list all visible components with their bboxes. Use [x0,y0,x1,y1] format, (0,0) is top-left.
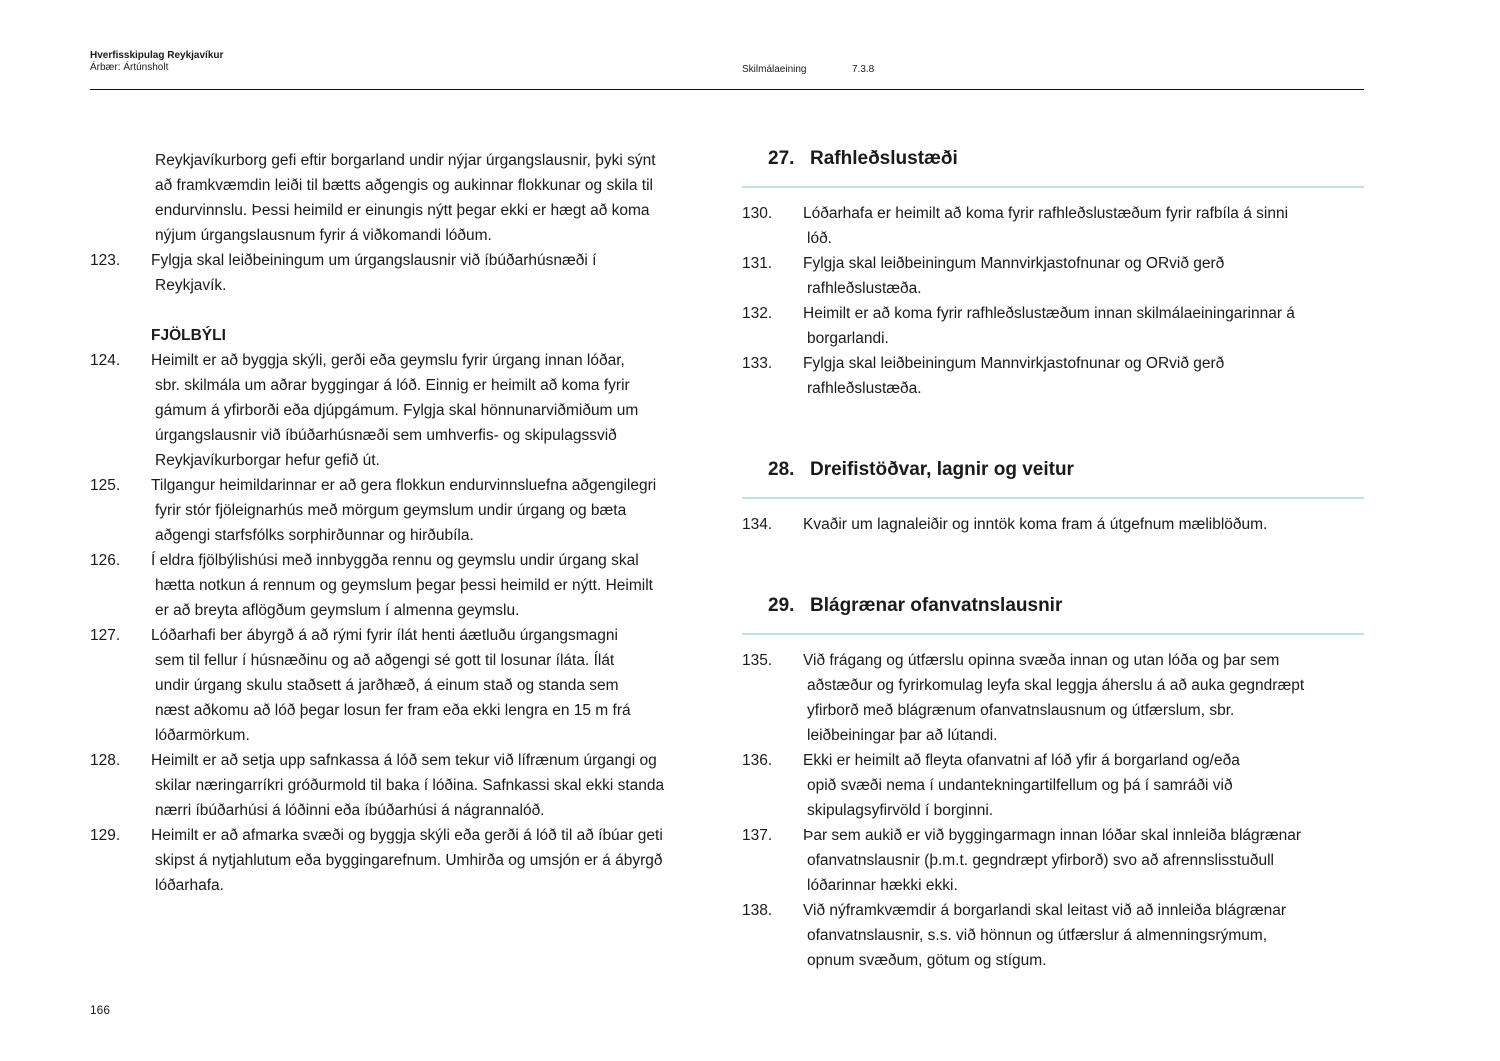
item-number: 130. [742,205,773,222]
item-number: 129. [90,827,121,844]
list-item [742,648,1364,748]
section-heading [742,140,1364,178]
section-label: Skilmálaeining [742,64,807,75]
right-column [742,140,1364,973]
text-line: lóð. [807,230,832,247]
text-line: nýjum úrgangslausnum fyrir á viðkomandi lóðum. [155,227,492,244]
list-item [742,823,1364,898]
text-line: sbr. skilmála um aðrar byggingar á lóð. Einnig er heimilt að koma fyrir [155,377,630,394]
text-line: aðstæður og fyrirkomulag leyfa skal leggja áherslu á að auka gegndræpt [807,677,1305,694]
text-line: rafhleðslustæða. [807,380,922,397]
text-line: Heimilt er að byggja skýli, gerði eða geymslu fyrir úrgang innan lóðar, [151,352,625,369]
section-number: 7.3.8 [852,64,875,75]
section-heading-title: Dreifistöðvar, lagnir og veitur [810,459,1074,480]
subheading: FJÖLBÝLI [151,327,226,344]
list-item [742,898,1364,973]
list-item [742,748,1364,823]
text-line: Í eldra fjölbýlishúsi með innbyggða rennu og geymslu undir úrgang skal [151,552,639,569]
text-line: Fylgja skal leiðbeiningum um úrgangslausnir við íbúðarhúsnæði í [151,252,597,269]
text-line: lóðarmörkum. [155,727,250,744]
item-number: 137. [742,827,773,844]
item-number: 123. [90,252,121,269]
list-item [90,823,710,898]
item-number: 135. [742,652,773,669]
list-item [742,301,1364,351]
section-heading-title: Blágrænar ofanvatnslausnir [810,595,1063,616]
list-item [90,623,710,748]
text-line: að framkvæmdin leiði til bætts aðgengis og aukinnar flokkunar og skila til [155,177,653,194]
text-line: Fylgja skal leiðbeiningum Mannvirkjastofnunar og ORvið gerð [803,255,1225,272]
text-line: Þar sem aukið er við byggingarmagn innan lóðar skal innleiða blágrænar [803,827,1302,844]
text-line: undir úrgang skulu staðsett á jarðhæð, á einum stað og standa sem [155,677,619,694]
item-number: 136. [742,752,773,769]
text-line: leiðbeiningar þar að lútandi. [807,727,998,744]
document-header [90,50,223,74]
text-line: skipulagsyfirvöld í borginni. [807,802,994,819]
section-divider [742,497,1364,499]
list-item [90,348,710,473]
list-item [90,473,710,548]
item-number: 127. [90,627,121,644]
section-heading-number: 27. [768,148,795,169]
text-line: aðgengi starfsfólks sorphirðunnar og hirðubíla. [155,527,474,544]
text-line: úrgangslausnir við íbúðarhúsnæði sem umhverfis- og skipulagssvið [155,427,617,444]
item-number: 132. [742,305,773,322]
header-divider [90,89,1364,90]
item-number: 134. [742,516,773,533]
section-divider [742,186,1364,188]
document-subtitle: Árbær: Ártúnsholt [90,62,169,73]
text-line: Fylgja skal leiðbeiningum Mannvirkjastofnunar og ORvið gerð [803,355,1225,372]
text-line: Kvaðir um lagnaleiðir og inntök koma fram á útgefnum mæliblöðum. [803,516,1268,533]
document-title: Hverfisskipulag Reykjavíkur [90,50,224,61]
text-line: skilar næringarríkri gróðurmold til baka í lóðina. Safnkassi skal ekki standa [155,777,665,794]
list-item [742,351,1364,401]
text-line: Við frágang og útfærslu opinna svæða innan og utan lóða og þar sem [803,652,1280,669]
page-number: 166 [90,1003,111,1017]
text-line: Tilgangur heimildarinnar er að gera flokkun endurvinnsluefna aðgengilegri [151,477,657,494]
item-number: 133. [742,355,773,372]
text-line: Heimilt er að afmarka svæði og byggja skýli eða gerði á lóð til að íbúar geti [151,827,663,844]
text-line: Við nýframkvæmdir á borgarlandi skal leitast við að innleiða blágrænar [803,902,1287,919]
text-line: Reykjavíkurborg gefi eftir borgarland undir nýjar úrgangslausnir, þyki sýnt [155,152,656,169]
text-line: yfirborð með blágrænum ofanvatnslausnum og útfærslum, sbr. [807,702,1235,719]
text-line: er að breyta aflögðum geymslum í almenna geymslu. [155,602,520,619]
list-item [90,248,710,298]
text-line: lóðarinnar hækki ekki. [807,877,958,894]
text-line: borgarlandi. [807,330,889,347]
continued-paragraph [90,148,710,248]
text-line: ofanvatnslausnir (þ.m.t. gegndræpt yfirborð) svo að afrennslisstuðull [807,852,1274,869]
text-line: opið svæði nema í undantekningartilfellum og þá í samráði við [807,777,1233,794]
text-line: Lóðarhafi ber ábyrgð á að rými fyrir ílát henti áætluðu úrgangsmagni [151,627,618,644]
text-line: lóðarhafa. [155,877,224,894]
item-number: 126. [90,552,121,569]
item-number: 131. [742,255,773,272]
text-line: Lóðarhafa er heimilt að koma fyrir rafhleðslustæðum fyrir rafbíla á sinni [803,205,1289,222]
text-line: gámum á yfirborði eða djúpgámum. Fylgja skal hönnunarviðmiðum um [155,402,639,419]
item-number: 128. [90,752,121,769]
list-item [90,748,710,823]
text-line: Reykjavík. [155,277,227,294]
section-divider [742,633,1364,635]
list-item [742,512,1364,537]
text-line: fyrir stór fjöleignarhús með mörgum geymslum undir úrgang og bæta [155,502,627,519]
text-line: Heimilt er að koma fyrir rafhleðslustæðum innan skilmálaeiningarinnar á [803,305,1295,322]
section-heading-title: Rafhleðslustæði [810,148,958,169]
text-line: Ekki er heimilt að fleyta ofanvatni af lóð yfir á borgarland og/eða [803,752,1240,769]
text-line: ofanvatnslausnir, s.s. við hönnun og útfærslur á almenningsrýmum, [807,927,1268,944]
item-number: 125. [90,477,121,494]
section-heading [742,451,1364,489]
text-line: rafhleðslustæða. [807,280,922,297]
left-column [90,148,710,898]
text-line: næst aðkomu að lóð þegar losun fer fram eða ekki lengra en 15 m frá [155,702,631,719]
list-item [742,201,1364,251]
list-item [742,251,1364,301]
item-number: 138. [742,902,773,919]
list-item [90,548,710,623]
text-line: Reykjavíkurborgar hefur gefið út. [155,452,380,469]
text-line: skipst á nytjahlutum eða byggingarefnum. Umhirða og umsjón er á ábyrgð [155,852,663,869]
text-line: sem til fellur í húsnæðinu og að aðgengi sé gott til losunar íláta. Ílát [155,652,615,669]
section-heading-number: 29. [768,595,795,616]
text-line: opnum svæðum, götum og stígum. [807,952,1047,969]
text-line: hætta notkun á rennum og geymslum þegar þessi heimild er nýtt. Heimilt [155,577,653,594]
text-line: endurvinnslu. Þessi heimild er einungis nýtt þegar ekki er hægt að koma [155,202,650,219]
section-heading-number: 28. [768,459,795,480]
text-line: Heimilt er að setja upp safnkassa á lóð sem tekur við lífrænum úrgangi og [151,752,657,769]
section-heading [742,587,1364,625]
text-line: nærri íbúðarhúsi á lóðinni eða íbúðarhúsi á nágrannalóð. [155,802,545,819]
item-number: 124. [90,352,121,369]
section-indicator [742,64,874,76]
